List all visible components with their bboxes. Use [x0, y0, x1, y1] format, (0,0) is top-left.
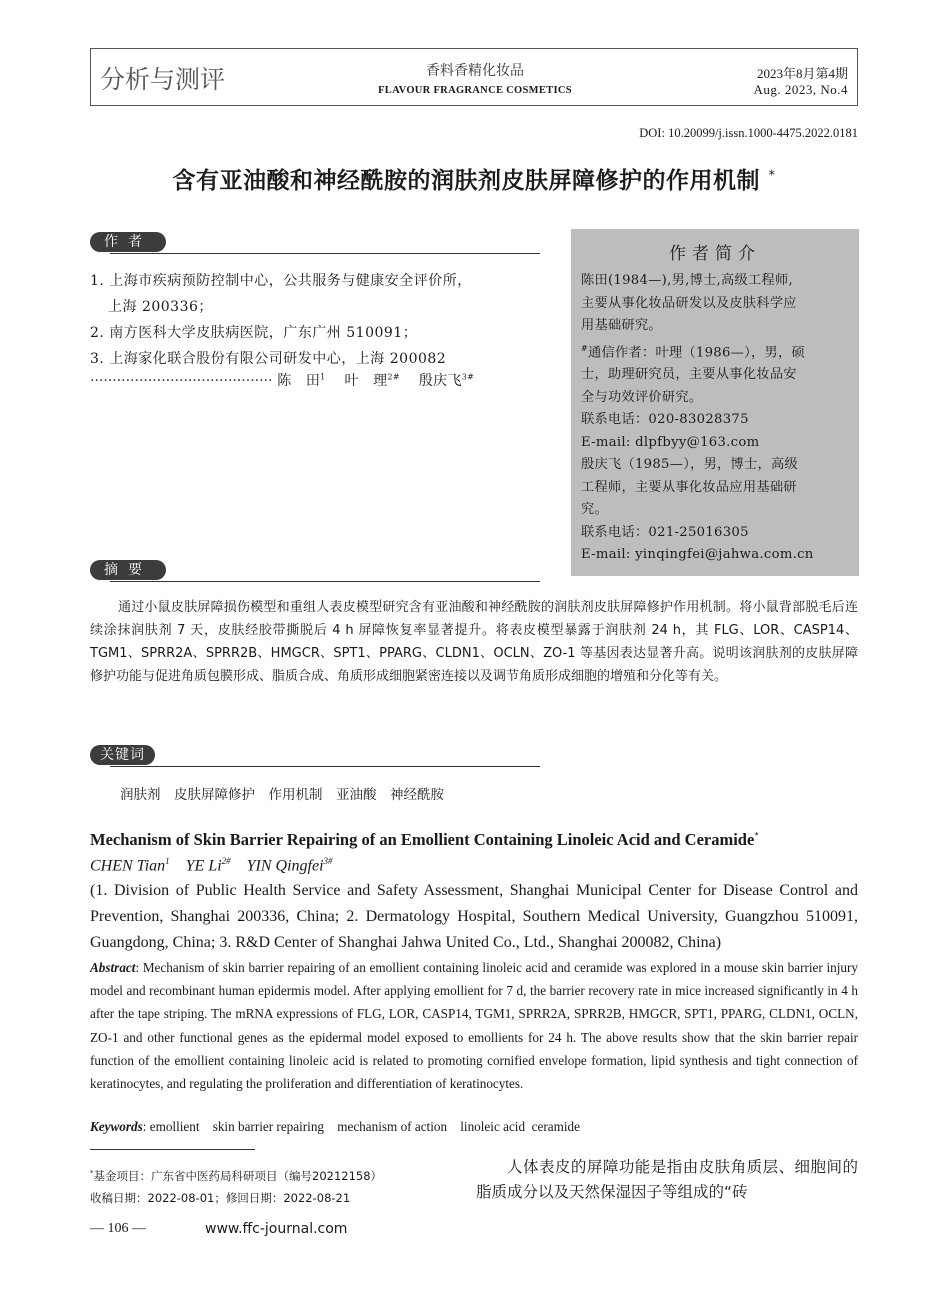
english-authors: [90, 856, 333, 875]
profile-line: 全与功效评价研究。: [581, 389, 703, 405]
divider: [110, 766, 540, 768]
fund-text: 基金项目：广东省中医药局科研项目（编号20212158）: [93, 1168, 383, 1183]
journal-name-cn: 香料香精化妆品: [426, 63, 524, 79]
affiliation-3: 3. 上海家化联合股份有限公司研发中心，上海 200082: [90, 351, 447, 367]
keywords-heading: [90, 745, 540, 767]
profile-line: 工程师，主要从事化妆品应用基础研: [581, 479, 797, 495]
author-2: 叶 理: [344, 373, 388, 389]
affiliation-2: 2. 南方医科大学皮肤病医院，广东广州 510091；: [90, 325, 418, 341]
body-text: [476, 1155, 858, 1205]
profile-phone: 联系电话：021-25016305: [581, 524, 749, 540]
profile-line: 究。: [581, 502, 608, 518]
en-author-2-sup: 2#: [221, 856, 231, 866]
english-abstract: [90, 956, 858, 1095]
author-1: 陈 田: [277, 373, 321, 389]
title-footnote-mark: *: [768, 168, 776, 184]
profile-phone: 联系电话：020-83028375: [581, 412, 749, 428]
author-profile-box: [571, 229, 859, 576]
journal-name-en: FLAVOUR FRAGRANCE COSMETICS: [378, 85, 572, 96]
abstract-cn: [90, 596, 858, 688]
paper-title-text: 含有亚油酸和神经酰胺的润肤剂皮肤屏障修护的作用机制: [172, 168, 760, 194]
en-author-1-sup: 1: [165, 856, 170, 866]
en-author-3: YIN Qingfei: [246, 857, 324, 875]
author-1-sup: 1: [320, 372, 326, 382]
divider: [110, 581, 540, 583]
author-names-cn: [90, 370, 540, 390]
profile-line-text: 通信作者：叶理（1986—），男，硕: [588, 344, 806, 360]
body-paragraph: 人体表皮的屏障功能是指由皮肤角质层、细胞间的脂质成分以及天然保湿因子等组成的“砖: [476, 1158, 858, 1201]
doi: DOI: 10.20099/j.issn.1000-4475.2022.0181: [639, 126, 858, 140]
abstract-heading: [90, 560, 540, 582]
profile-line: 陈田(1984—),男,博士,高级工程师,: [581, 273, 793, 288]
keywords-label: 关键词: [90, 745, 155, 765]
profile-line: [581, 338, 849, 365]
journal-website[interactable]: www.ffc-journal.com: [205, 1221, 348, 1237]
abstract-label: 摘要: [90, 560, 166, 580]
divider: [110, 253, 540, 255]
profile-body: [581, 270, 849, 567]
footnote-divider: [90, 1149, 255, 1150]
paper-title: [90, 162, 858, 195]
page-number: — 106 —: [90, 1221, 146, 1236]
english-abstract-label: Abstract: [90, 960, 136, 975]
fund-note: [90, 1162, 382, 1187]
author-3-sup: 3#: [461, 372, 475, 382]
issue-en: Aug. 2023, No.4: [753, 82, 848, 97]
keywords-cn: 润肤剂 皮肤屏障修护 作用机制 亚油酸 神经酰胺: [120, 787, 444, 803]
profile-line: 主要从事化妆品研发以及皮肤科学应: [581, 295, 797, 311]
profile-line: 殷庆飞（1985—），男，博士，高级: [581, 457, 798, 473]
profile-title: 作者简介: [669, 244, 761, 264]
affiliations-cn: [90, 268, 540, 372]
author-3: 殷庆飞: [418, 373, 462, 389]
profile-line: 士，助理研究员，主要从事化妆品安: [581, 367, 797, 383]
authors-label: 作者: [90, 232, 166, 252]
profile-line: 用基础研究。: [581, 318, 662, 333]
english-keywords: [90, 1119, 580, 1135]
english-title: [90, 830, 858, 850]
author-2-sup: 2#: [387, 372, 400, 382]
received-dates: 收稿日期：2022-08-01；修回日期：2022-08-21: [90, 1190, 351, 1205]
en-author-3-sup: 3#: [323, 856, 333, 866]
abstract-cn-text: 通过小鼠皮肤屏障损伤模型和重组人表皮模型研究含有亚油酸和神经酰胺的润肤剂皮肤屏障修护作用机制。将小鼠背部脱毛后连续涂抹润肤剂 7 天，皮肤经胶带撕脱后 4 h 屏障恢复率显著提升。将表皮模型暴露于润肤剂 24 h，其 FLG、LOR、CASP14、TGM1、SPRR2A、SPRR2B、HMGCR、SPT1、PPARG、CLDN1、OCLN、ZO-1 等基因表达显著升高。说明该润肤剂的皮肤屏障修护功能与促进角质包膜形成、脂质合成、角质形成细胞紧密连接以及调节角质形成细胞的增殖和分化等有关。: [90, 600, 858, 684]
leader-dots: ·········································: [90, 373, 273, 389]
english-keywords-text: : emollient skin barrier repairing mechanism of action linoleic acid ceramide: [142, 1119, 580, 1134]
footnote: [90, 1162, 382, 1209]
english-title-mark: *: [754, 830, 759, 841]
fund-mark: *: [90, 1169, 94, 1177]
english-title-text: Mechanism of Skin Barrier Repairing of an Emollient Containing Linoleic Acid and Ceramide: [90, 830, 755, 849]
en-author-1: CHEN Tian: [90, 857, 166, 875]
corresponding-mark: #: [581, 343, 589, 353]
affiliation-1-cont: 上海 200336；: [108, 299, 213, 315]
profile-email[interactable]: E-mail: dlpfbyy@163.com: [581, 434, 760, 450]
affiliation-1: 1. 上海市疾病预防控制中心，公共服务与健康安全评价所，: [90, 273, 472, 289]
english-affiliations: (1. Division of Public Health Service and Safety Assessment, Shanghai Municipal Center for Disease Control and Prevention, Shanghai 200336, China; 2. Dermatology Hospital, Southern Medical University, Guangzhou 510091, Guangdong, China; 3. R&D Center of Shanghai Jahwa United Co., Ltd., Shanghai 200082, China): [90, 882, 858, 951]
profile-email[interactable]: E-mail: yinqingfei@jahwa.com.cn: [581, 547, 814, 563]
english-abstract-text: : Mechanism of skin barrier repairing of an emollient containing linoleic acid and ceramide was explored in a mouse skin barrier injury model and recombinant human epidermis model. After applying emollient for 7 d, the barrier recovery rate in mice increased significantly in 4 h after the tape striping. The mRNA expressions of FLG, LOR, CASP14, TGM1, SPRR2A, SPRR2B, HMGCR, SPT1, PPARG, CLDN1, OCLN, ZO-1 and other functional genes as the epidermal model exposed to emollients for 24 h. The above results show that the skin barrier repair function of the emollient containing linoleic acid is related to promoting cornified envelope formation, lipid synthesis and tight connection of keratinocytes, and regulating the proliferation and differentiation of keratinocytes.: [90, 960, 858, 1092]
en-author-2: YE Li: [185, 857, 222, 875]
authors-heading: [90, 232, 540, 254]
section-name: 分析与测评: [100, 65, 226, 94]
english-keywords-label: Keywords: [90, 1119, 143, 1134]
issue-cn: 2023年8月第4期: [756, 66, 848, 81]
